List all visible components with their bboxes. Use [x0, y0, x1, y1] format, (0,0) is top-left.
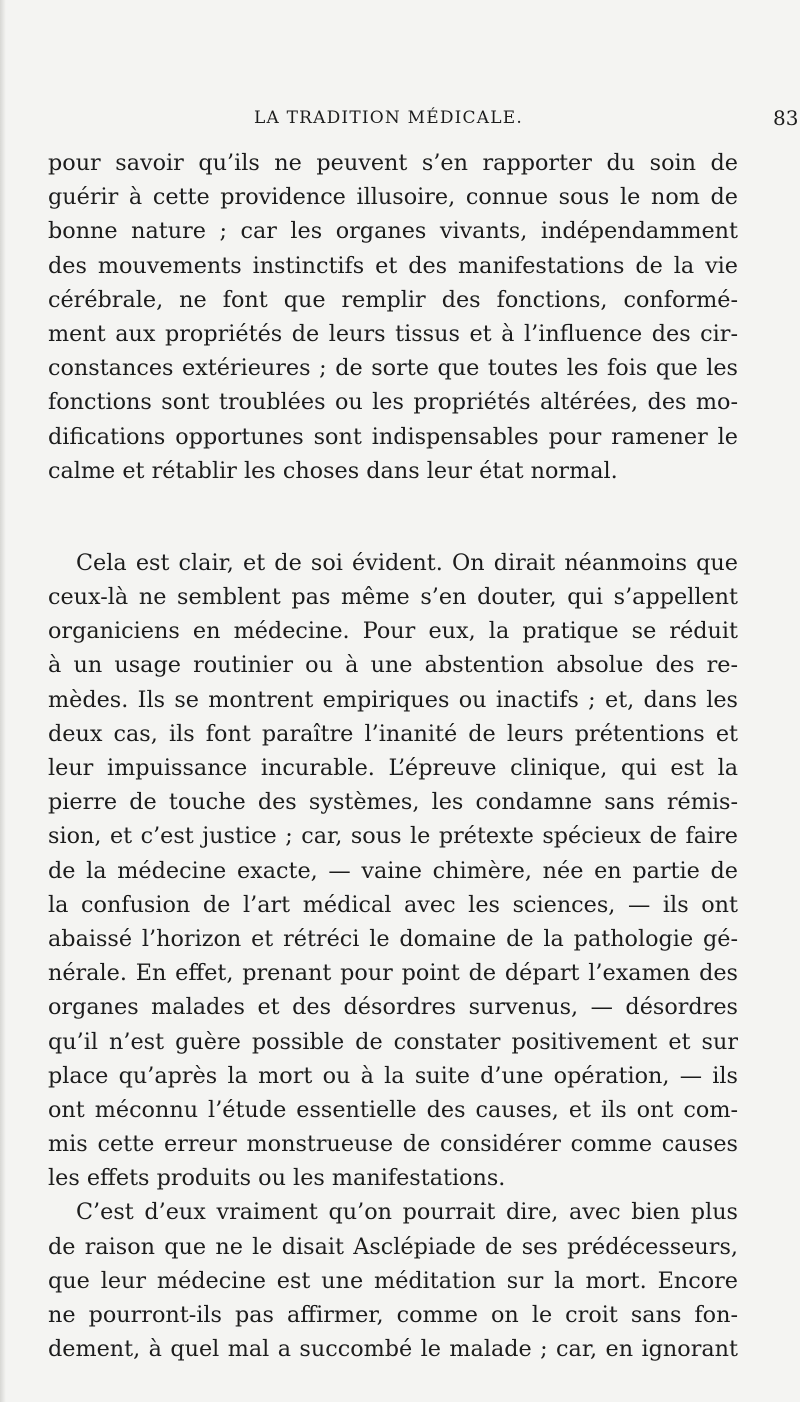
text-line: nérale. En effet, prenant pour point de départ l’examen des [48, 960, 738, 987]
text-line: pierre de touche des systèmes, les condamne sans rémis- [48, 789, 738, 816]
text-line: calme et rétablir les choses dans leur état normal. [48, 457, 618, 484]
text-line: ceux-là ne semblent pas même s’en douter, qui s’appellent [48, 584, 738, 611]
text-line: Cela est clair, et de soi évident. On dirait néanmoins que [76, 549, 738, 576]
text-line: que leur médecine est une méditation sur la mort. Encore [48, 1267, 738, 1294]
text-line: organes malades et des désordres survenus, — désordres [48, 994, 738, 1021]
text-line: deux cas, ils font paraître l’inanité de leurs prétentions et [48, 720, 738, 747]
text-line: abaissé l’horizon et rétréci le domaine de la pathologie gé- [48, 925, 738, 952]
text-line: à un usage routinier ou à une abstention absolue des re- [48, 652, 738, 679]
text-line: organiciens en médecine. Pour eux, la pratique se réduit [48, 618, 738, 645]
body-text [48, 146, 738, 1366]
paragraph-2 [48, 546, 738, 1196]
text-line: mèdes. Ils se montrent empiriques ou inactifs ; et, dans les [48, 686, 738, 713]
text-line: les effets produits ou les manifestations. [48, 1165, 506, 1192]
page-number: 83 [773, 106, 799, 130]
text-line: sion, et c’est justice ; car, sous le prétexte spécieux de faire [48, 823, 738, 850]
page-header [250, 104, 799, 136]
text-line: ont méconnu l’étude essentielle des causes, et ils ont com- [48, 1096, 738, 1123]
text-line: fonctions sont troublées ou les propriétés altérées, des mo- [48, 389, 738, 416]
text-line: guérir à cette providence illusoire, connue sous le nom de [48, 184, 738, 211]
text-line: C’est d’eux vraiment qu’on pourrait dire, avec bien plus [76, 1199, 738, 1226]
text-line: des mouvements instinctifs et des manifestations de la vie [48, 252, 738, 279]
paragraph-3 [48, 1195, 738, 1366]
text-line: de raison que ne le disait Asclépiade de ses prédécesseurs, [48, 1233, 738, 1260]
text-line: difications opportunes sont indispensables pour ramener le [48, 423, 738, 450]
text-line: ment aux propriétés de leurs tissus et à l’influence des cir- [48, 320, 738, 347]
text-line: ne pourront-ils pas affirmer, comme on le croit sans fon- [48, 1302, 738, 1328]
text-line: de la médecine exacte, — vaine chimère, née en partie de [48, 857, 738, 884]
text-line: pour savoir qu’ils ne peuvent s’en rapporter du soin de [48, 150, 738, 176]
text-line: bonne nature ; car les organes vivants, indépendamment [48, 218, 738, 245]
text-line: cérébrale, ne font que remplir des fonctions, conformé- [48, 286, 738, 313]
text-line: leur impuissance incurable. L’épreuve clinique, qui est la [48, 755, 738, 781]
text-line: dement, à quel mal a succombé le malade ; car, en ignorant [48, 1336, 738, 1363]
text-line: mis cette erreur monstrueuse de considérer comme causes [48, 1131, 738, 1158]
paragraph-gap [48, 488, 738, 546]
text-line: place qu’après la mort ou à la suite d’une opération, — ils [48, 1062, 738, 1089]
page-edge-shadow [0, 0, 6, 1402]
text-line: constances extérieures ; de sorte que toutes les fois que les [48, 355, 738, 382]
paragraph-1 [48, 146, 738, 488]
text-line: qu’il n’est guère possible de constater positivement et sur [48, 1028, 738, 1055]
text-line: la confusion de l’art médical avec les sciences, — ils ont [48, 891, 738, 918]
running-title: LA TRADITION MÉDICALE. [254, 108, 523, 128]
